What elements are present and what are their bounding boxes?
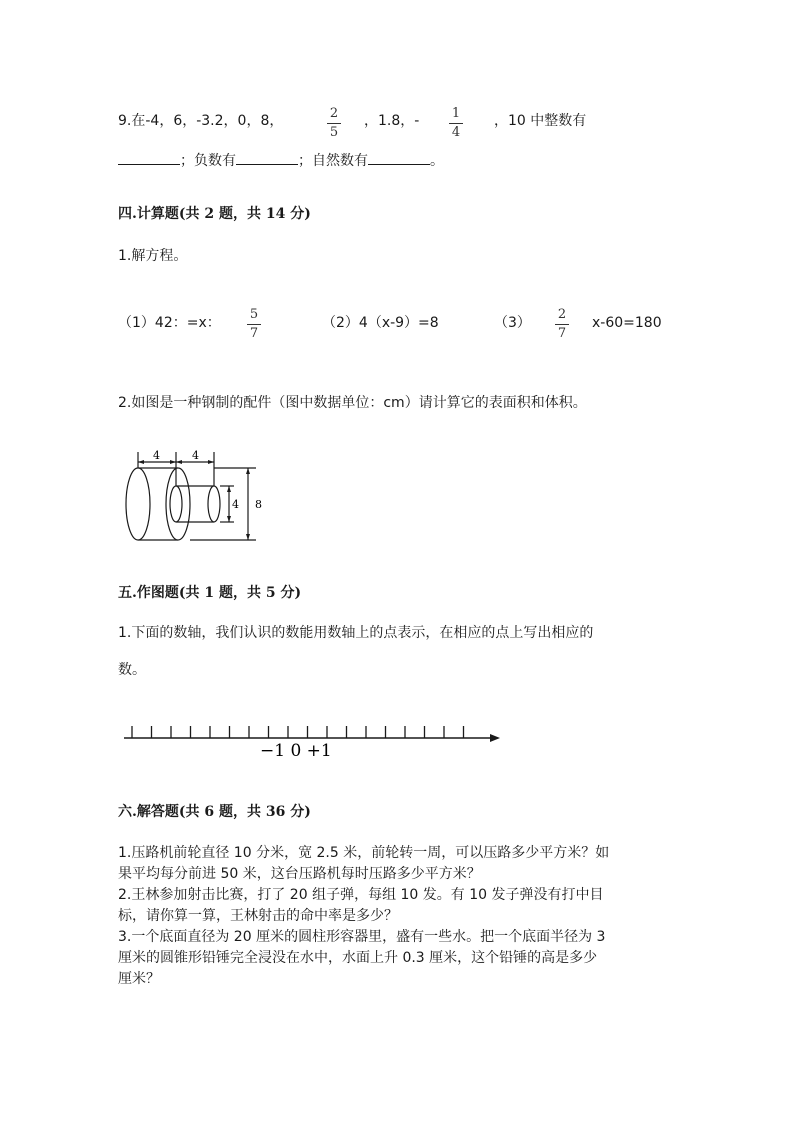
number-line-labels: −1 0 +1: [260, 741, 332, 760]
fraction-bar: [327, 123, 341, 124]
q9-fraction-one-quarter: [446, 106, 466, 141]
figure-label-top-left: 4: [153, 449, 160, 462]
fraction-denominator: 7: [557, 326, 567, 341]
figure-label-top-right: 4: [192, 449, 199, 462]
answer-blank-integers[interactable]: [118, 150, 180, 165]
section4-q2-title: 2.如图是一种钢制的配件（图中数据单位：cm）请计算它的表面积和体积。: [118, 395, 587, 411]
question-line: 标，请你算一算，王林射击的命中率是多少？: [118, 908, 398, 924]
inner-cylinder-front-face: [208, 486, 220, 522]
q9-negatives-label: ；负数有: [180, 153, 236, 169]
fraction-denominator: 7: [249, 326, 259, 341]
question-line: 3.一个底面直径为 20 厘米的圆柱形容器里，盛有一些水。把一个底面半径为 3: [118, 929, 606, 945]
fraction-numerator: 1: [451, 106, 461, 121]
steel-part-diagram: [118, 440, 278, 550]
section5-q1-line2: 数。: [118, 662, 146, 678]
section6-questions: [118, 843, 609, 990]
equation-3-prefix: （3）: [494, 315, 531, 331]
number-line-arrow-icon: [490, 734, 500, 742]
fraction-denominator: 5: [329, 125, 339, 140]
question-line: 厘米？: [118, 971, 160, 987]
question-line: 果平均每分前进 50 米，这台压路机每时压路多少平方米？: [118, 866, 481, 882]
fraction-denominator: 4: [451, 125, 461, 140]
fraction-bar: [247, 324, 261, 325]
question-line: 厘米的圆锥形铅锤完全浸没在水中，水面上升 0.3 厘米，这个铅锤的高是多少: [118, 950, 598, 966]
q9-fraction-two-fifths: [324, 106, 344, 141]
outer-cylinder-back-face: [126, 468, 150, 540]
equation-3-suffix: x-60=180: [592, 315, 662, 331]
fraction-numerator: 2: [557, 307, 567, 322]
section5-heading: 五.作图题(共 1 题，共 5 分): [118, 585, 302, 601]
section4-heading: 四.计算题(共 2 题，共 14 分): [118, 206, 311, 222]
q9-naturals-label: ；自然数有: [298, 153, 368, 169]
equation-1-prefix: （1）42：=x：: [118, 315, 221, 331]
answer-blank-naturals[interactable]: [368, 150, 430, 165]
fraction-numerator: 5: [249, 307, 259, 322]
fraction-bar: [449, 123, 463, 124]
equation-2: （2）4（x-9）=8: [322, 315, 439, 331]
question-line: 2.王林参加射击比赛，打了 20 组子弹，每组 10 发。有 10 发子弹没有打中目: [118, 887, 604, 903]
section5-q1-line1: 1.下面的数轴，我们认识的数能用数轴上的点表示，在相应的点上写出相应的: [118, 625, 594, 641]
section6-heading: 六.解答题(共 6 题，共 36 分): [118, 804, 311, 820]
equation-3-fraction: [552, 307, 572, 342]
fraction-bar: [555, 324, 569, 325]
q9-end-punct: 。: [430, 153, 444, 169]
answer-blank-negatives[interactable]: [236, 150, 298, 165]
q9-text-part1: 9.在-4，6，-3.2，0，8，: [118, 113, 284, 129]
equation-1-fraction: [244, 307, 264, 342]
q9-answer-line: [118, 150, 444, 170]
inner-cylinder-back-face: [170, 486, 182, 522]
figure-label-outer: 8: [255, 498, 262, 511]
section4-q1-title: 1.解方程。: [118, 248, 188, 264]
q9-text-part2: ，1.8，-: [364, 113, 420, 129]
figure-label-inner: 4: [232, 498, 239, 511]
fraction-numerator: 2: [329, 106, 339, 121]
q9-text-part3: ，10 中整数有: [494, 113, 587, 129]
number-line: [118, 720, 508, 760]
question-line: 1.压路机前轮直径 10 分米，宽 2.5 米，前轮转一周，可以压路多少平方米？如: [118, 845, 610, 861]
